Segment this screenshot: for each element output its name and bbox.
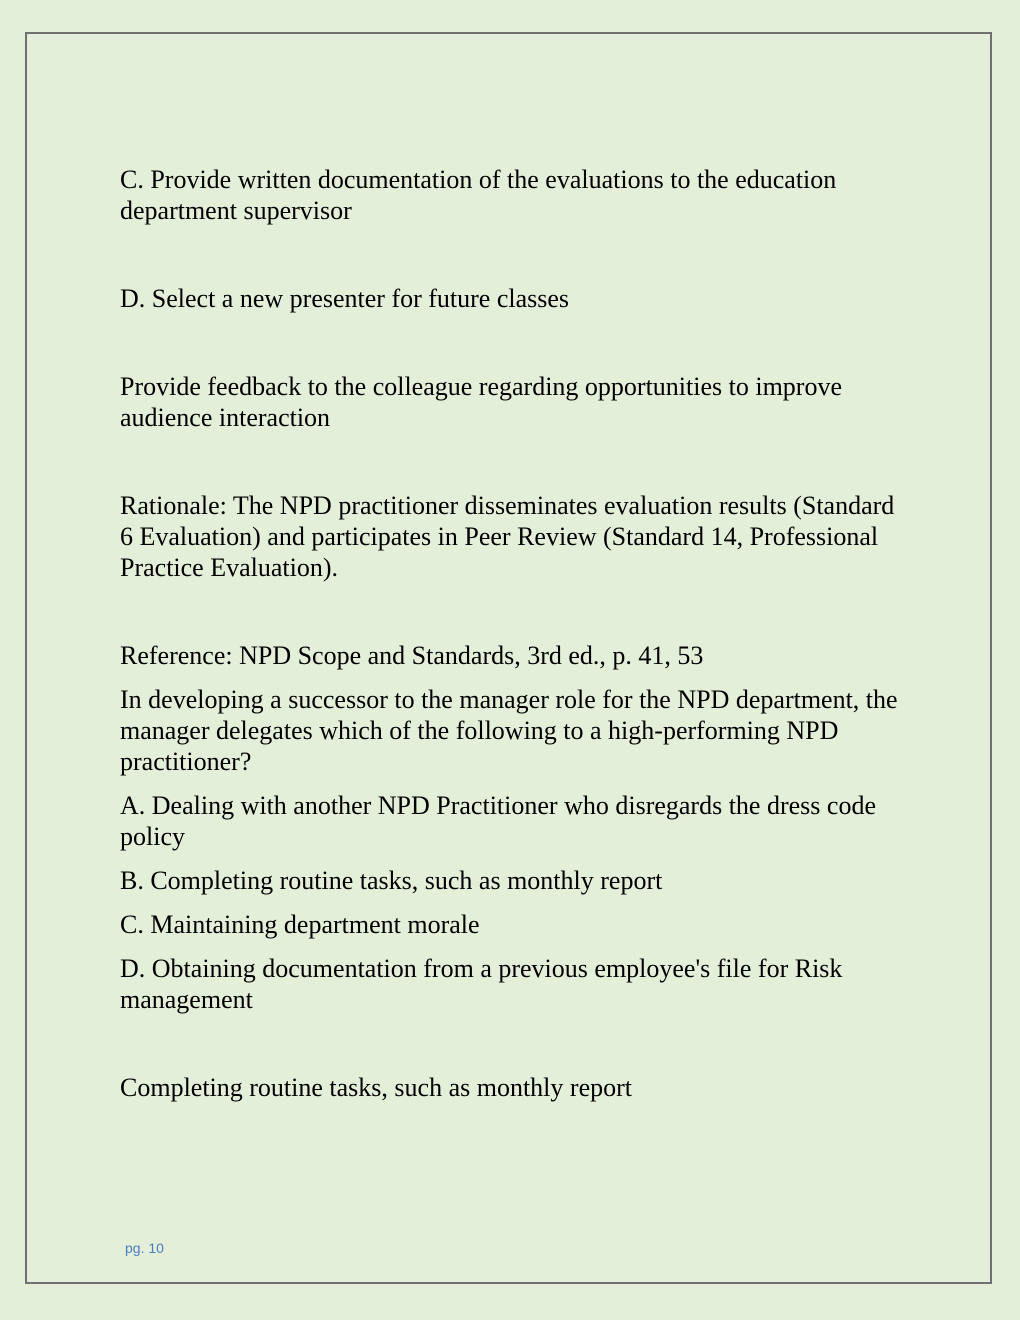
answer-option-c-previous: C. Provide written documentation of the evaluations to the education department supervisor <box>120 165 837 225</box>
answer-option-d: D. Obtaining documentation from a previous employee's file for Risk management <box>120 954 843 1014</box>
question-text: In developing a successor to the manager role for the NPD department, the manager delegates which of the following to a high-performing NPD practitioner? <box>120 685 898 776</box>
answer-option-b: B. Completing routine tasks, such as monthly report <box>120 866 663 895</box>
document-body <box>120 164 910 1103</box>
correct-answer-previous: Provide feedback to the colleague regarding opportunities to improve audience interaction <box>120 372 842 432</box>
correct-answer: Completing routine tasks, such as monthly report <box>120 1073 632 1102</box>
page-number: pg. 10 <box>125 1240 164 1256</box>
answer-option-d-previous: D. Select a new presenter for future classes <box>120 284 570 313</box>
rationale: Rationale: The NPD practitioner disseminates evaluation results (Standard 6 Evaluation) and participates in Peer Review (Standard 14, Professional Practice Evaluation). <box>120 491 895 582</box>
answer-option-c: C. Maintaining department morale <box>120 910 480 939</box>
answer-option-a: A. Dealing with another NPD Practitioner who disregards the dress code policy <box>120 791 876 851</box>
reference: Reference: NPD Scope and Standards, 3rd ed., p. 41, 53 <box>120 641 704 670</box>
